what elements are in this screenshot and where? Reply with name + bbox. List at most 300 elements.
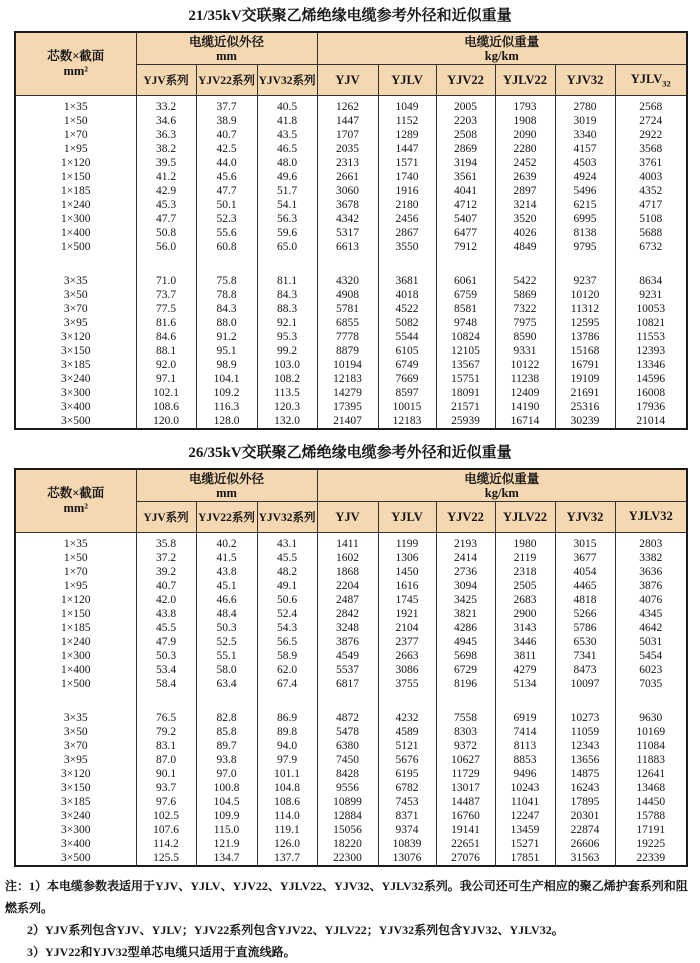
value-cell: 4157 [555,142,615,156]
weight-group-unit: kg/km [484,48,519,63]
value-cell: 1450 [378,565,436,579]
value-cell: 2922 [615,128,687,142]
value-cell: 15271 [495,837,555,851]
value-cell: 21407 [317,414,378,429]
value-cell: 48.0 [257,156,317,170]
spec-cell: 3×150 [15,781,136,795]
value-cell: 1411 [317,533,378,552]
value-cell: 2663 [378,649,436,663]
value-cell: 8371 [378,809,436,823]
value-cell: 6023 [615,663,687,677]
value-cell: 10194 [317,358,378,372]
value-cell: 63.4 [196,677,257,691]
value-cell: 94.0 [257,739,317,753]
value-cell: 1616 [378,579,436,593]
value-cell: 26606 [555,837,615,851]
header-col-yjv: YJV [317,65,378,96]
spec-unit: mm² [63,64,89,78]
value-cell: 44.0 [196,156,257,170]
value-cell: 101.1 [257,767,317,781]
value-cell: 37.7 [196,96,257,115]
value-cell: 5544 [378,330,436,344]
header-diameter-group [136,32,317,65]
spec-cell: 1×95 [15,142,136,156]
table2-body [15,533,687,867]
value-cell: 3248 [317,621,378,635]
table-row [15,533,687,552]
spec-unit: mm² [63,501,89,515]
value-cell: 6530 [555,635,615,649]
value-cell: 5082 [378,316,436,330]
header-col-yjv-series: YJV系列 [136,502,196,533]
value-cell: 73.7 [136,288,196,302]
value-cell: 3876 [317,635,378,649]
value-cell: 7035 [615,677,687,691]
spec-cell: 1×50 [15,551,136,565]
value-cell: 2377 [378,635,436,649]
header-col-yjv22-series: YJV22系列 [196,65,257,96]
value-cell: 22874 [555,823,615,837]
value-cell: 1447 [378,142,436,156]
value-cell: 56.5 [257,635,317,649]
table-row [15,823,687,837]
cable-table-21-35kv [14,31,688,430]
value-cell: 8428 [317,767,378,781]
value-cell: 126.0 [257,837,317,851]
value-cell: 5407 [436,212,495,226]
value-cell: 4849 [495,240,555,254]
value-cell: 12393 [615,344,687,358]
table-row [15,240,687,254]
table-row [15,551,687,565]
value-cell: 2104 [378,621,436,635]
value-cell: 2035 [317,142,378,156]
value-cell: 3446 [495,635,555,649]
value-cell: 119.1 [257,823,317,837]
value-cell: 6817 [317,677,378,691]
spec-cell: 3×400 [15,837,136,851]
value-cell: 41.5 [196,551,257,565]
value-cell: 83.1 [136,739,196,753]
value-cell: 5688 [615,226,687,240]
spec-cell: 1×70 [15,128,136,142]
table-row [15,170,687,184]
value-cell: 104.5 [196,795,257,809]
table-row [15,809,687,823]
table-row [15,795,687,809]
value-cell: 78.8 [196,288,257,302]
value-cell: 92.1 [257,316,317,330]
gap-cell [436,691,495,711]
value-cell: 9374 [378,823,436,837]
value-cell: 58.0 [196,663,257,677]
value-cell: 2193 [436,533,495,552]
value-cell: 31563 [555,851,615,866]
value-cell: 10839 [378,837,436,851]
value-cell: 107.6 [136,823,196,837]
value-cell: 3681 [378,274,436,288]
table-row [15,302,687,316]
spec-cell: 1×185 [15,184,136,198]
value-cell: 5031 [615,635,687,649]
value-cell: 27076 [436,851,495,866]
value-cell: 2313 [317,156,378,170]
value-cell: 51.7 [257,184,317,198]
table-row [15,663,687,677]
value-cell: 7450 [317,753,378,767]
value-cell: 114.2 [136,837,196,851]
table-row [15,635,687,649]
value-cell: 2869 [436,142,495,156]
value-cell: 5786 [555,621,615,635]
value-cell: 5317 [317,226,378,240]
value-cell: 21691 [555,386,615,400]
value-cell: 6380 [317,739,378,753]
value-cell: 65.0 [257,240,317,254]
value-cell: 2090 [495,128,555,142]
gap-cell [615,691,687,711]
value-cell: 2318 [495,565,555,579]
value-cell: 14596 [615,372,687,386]
yjlv32-subscript: 32 [662,78,671,89]
table-row [15,184,687,198]
value-cell: 1571 [378,156,436,170]
table-row [15,142,687,156]
value-cell: 39.2 [136,565,196,579]
value-cell: 128.0 [196,414,257,429]
value-cell: 134.7 [196,851,257,866]
value-cell: 21014 [615,414,687,429]
value-cell: 132.0 [257,414,317,429]
spec-cell: 3×70 [15,739,136,753]
gap-cell [15,254,136,274]
value-cell: 4908 [317,288,378,302]
value-cell: 11553 [615,330,687,344]
value-cell: 12343 [555,739,615,753]
value-cell: 5422 [495,274,555,288]
table-row [15,344,687,358]
value-cell: 88.0 [196,316,257,330]
value-cell: 12409 [495,386,555,400]
value-cell: 95.3 [257,330,317,344]
spec-cell: 1×35 [15,533,136,552]
value-cell: 34.6 [136,114,196,128]
value-cell: 120.0 [136,414,196,429]
value-cell: 4041 [436,184,495,198]
value-cell: 46.5 [257,142,317,156]
value-cell: 1921 [378,607,436,621]
value-cell: 50.3 [196,621,257,635]
value-cell: 3811 [495,649,555,663]
gap-cell [196,691,257,711]
spec-cell: 3×50 [15,725,136,739]
table-row [15,358,687,372]
value-cell: 13346 [615,358,687,372]
value-cell: 1793 [495,96,555,115]
table-row [15,739,687,753]
value-cell: 11041 [495,795,555,809]
value-cell: 3761 [615,156,687,170]
value-cell: 3194 [436,156,495,170]
value-cell: 14190 [495,400,555,414]
value-cell: 50.1 [196,198,257,212]
header-diameter-group [136,469,317,502]
value-cell: 19109 [555,372,615,386]
value-cell: 49.6 [257,170,317,184]
value-cell: 20301 [555,809,615,823]
value-cell: 10243 [495,781,555,795]
value-cell: 4018 [378,288,436,302]
value-cell: 87.0 [136,753,196,767]
value-cell: 56.3 [257,212,317,226]
value-cell: 4232 [378,711,436,725]
value-cell: 81.1 [257,274,317,288]
value-cell: 84.6 [136,330,196,344]
value-cell: 5454 [615,649,687,663]
value-cell: 48.2 [257,565,317,579]
value-cell: 5781 [317,302,378,316]
spec-cell: 3×300 [15,823,136,837]
value-cell: 9630 [615,711,687,725]
spec-cell: 1×185 [15,621,136,635]
value-cell: 22300 [317,851,378,866]
diameter-group-unit: mm [216,485,237,500]
value-cell: 10899 [317,795,378,809]
value-cell: 10120 [555,288,615,302]
value-cell: 5108 [615,212,687,226]
header-col-yjv22: YJV22 [436,502,495,533]
spec-cell: 1×70 [15,565,136,579]
value-cell: 3677 [555,551,615,565]
value-cell: 12884 [317,809,378,823]
value-cell: 115.0 [196,823,257,837]
value-cell: 2487 [317,593,378,607]
value-cell: 113.5 [257,386,317,400]
value-cell: 9496 [495,767,555,781]
value-cell: 22651 [436,837,495,851]
value-cell: 4054 [555,565,615,579]
value-cell: 13017 [436,781,495,795]
value-cell: 14875 [555,767,615,781]
value-cell: 3561 [436,170,495,184]
table-row [15,274,687,288]
table-row [15,288,687,302]
value-cell: 2204 [317,579,378,593]
value-cell: 137.7 [257,851,317,866]
value-cell: 1306 [378,551,436,565]
value-cell: 10097 [555,677,615,691]
value-cell: 45.5 [136,621,196,635]
value-cell: 13567 [436,358,495,372]
value-cell: 13459 [495,823,555,837]
header-spec-cell [15,32,136,96]
value-cell: 2724 [615,114,687,128]
value-cell: 67.4 [257,677,317,691]
note-line-1: 注：1）本电缆参数表适用于YJV、YJLV、YJV22、YJLV22、YJV32、YJLV32系列。我公司还可生产相应的聚乙烯护套系列和阻燃系列。 [5,879,688,915]
value-cell: 7975 [495,316,555,330]
spec-cell: 1×500 [15,677,136,691]
value-cell: 3086 [378,663,436,677]
value-cell: 2736 [436,565,495,579]
value-cell: 84.3 [257,288,317,302]
value-cell: 8879 [317,344,378,358]
value-cell: 13076 [378,851,436,866]
spec-cell: 3×240 [15,372,136,386]
value-cell: 84.3 [196,302,257,316]
value-cell: 16760 [436,809,495,823]
value-cell: 35.8 [136,533,196,552]
spec-cell: 1×120 [15,593,136,607]
value-cell: 4026 [495,226,555,240]
value-cell: 14450 [615,795,687,809]
value-cell: 5266 [555,607,615,621]
value-cell: 6749 [378,358,436,372]
value-cell: 40.7 [136,579,196,593]
value-cell: 89.8 [257,725,317,739]
value-cell: 99.2 [257,344,317,358]
header-col-yjv: YJV [317,502,378,533]
value-cell: 4076 [615,593,687,607]
value-cell: 102.1 [136,386,196,400]
value-cell: 9795 [555,240,615,254]
table-row [15,621,687,635]
value-cell: 97.6 [136,795,196,809]
value-cell: 17895 [555,795,615,809]
value-cell: 37.2 [136,551,196,565]
table-row [15,414,687,429]
table-row [15,226,687,240]
table1-title: 21/35kV交联聚乙烯绝缘电缆参考外径和近似重量 [188,8,512,24]
value-cell: 7322 [495,302,555,316]
spec-cell: 3×150 [15,344,136,358]
value-cell: 43.1 [257,533,317,552]
value-cell: 4549 [317,649,378,663]
value-cell: 2280 [495,142,555,156]
value-cell: 38.2 [136,142,196,156]
value-cell: 49.1 [257,579,317,593]
value-cell: 39.5 [136,156,196,170]
value-cell: 1908 [495,114,555,128]
header-weight-group [317,32,687,65]
value-cell: 2803 [615,533,687,552]
value-cell: 1602 [317,551,378,565]
value-cell: 6215 [555,198,615,212]
value-cell: 3568 [615,142,687,156]
table-row [15,316,687,330]
value-cell: 10627 [436,753,495,767]
table-row [15,837,687,851]
value-cell: 4342 [317,212,378,226]
diameter-group-title: 电缆近似外径 [189,34,265,49]
header-col-yjv32-series: YJV32系列 [257,65,317,96]
value-cell: 1916 [378,184,436,198]
value-cell: 25316 [555,400,615,414]
header-weight-group [317,469,687,502]
value-cell: 58.9 [257,649,317,663]
header-col-yjlv: YJLV [378,502,436,533]
spec-cell: 3×120 [15,767,136,781]
spec-cell: 3×300 [15,386,136,400]
value-cell: 7669 [378,372,436,386]
value-cell: 5496 [555,184,615,198]
table-row [15,128,687,142]
value-cell: 4642 [615,621,687,635]
value-cell: 4818 [555,593,615,607]
gap-cell [495,691,555,711]
gap-cell [555,254,615,274]
value-cell: 16714 [495,414,555,429]
note-line-2: 2）YJV系列包含YJV、YJLV；YJV22系列包含YJV22、YJLV22；YJV32系列包含YJV32、YJLV32。 [27,923,564,937]
value-cell: 11729 [436,767,495,781]
value-cell: 89.7 [196,739,257,753]
value-cell: 10821 [615,316,687,330]
value-cell: 12183 [317,372,378,386]
value-cell: 50.3 [136,649,196,663]
value-cell: 2900 [495,607,555,621]
value-cell: 54.1 [257,198,317,212]
header-col-yjlv32: YJLV32 [615,502,687,533]
spec-cell: 3×35 [15,274,136,288]
value-cell: 4003 [615,170,687,184]
table-row [15,212,687,226]
value-cell: 93.7 [136,781,196,795]
table-row [15,851,687,866]
spec-cell: 3×185 [15,795,136,809]
value-cell: 3425 [436,593,495,607]
value-cell: 104.8 [257,781,317,795]
table-row [15,114,687,128]
spec-cell: 1×35 [15,96,136,115]
value-cell: 2780 [555,96,615,115]
table-row [15,649,687,663]
header-col-yjv32-series: YJV32系列 [257,502,317,533]
value-cell: 19141 [436,823,495,837]
value-cell: 41.2 [136,170,196,184]
value-cell: 55.6 [196,226,257,240]
value-cell: 8581 [436,302,495,316]
spec-cell: 1×240 [15,635,136,649]
value-cell: 45.6 [196,170,257,184]
value-cell: 81.6 [136,316,196,330]
value-cell: 11059 [555,725,615,739]
table2-title: 26/35kV交联聚乙烯绝缘电缆参考外径和近似重量 [188,445,512,461]
table-row [15,711,687,725]
value-cell: 56.0 [136,240,196,254]
table1-body [15,96,687,430]
value-cell: 93.8 [196,753,257,767]
value-cell: 11883 [615,753,687,767]
value-cell: 3340 [555,128,615,142]
value-cell: 7453 [378,795,436,809]
gap-cell [615,254,687,274]
value-cell: 42.0 [136,593,196,607]
value-cell: 62.0 [257,663,317,677]
value-cell: 104.1 [196,372,257,386]
value-cell: 2639 [495,170,555,184]
value-cell: 6061 [436,274,495,288]
header-col-yjlv22: YJLV22 [495,502,555,533]
table-row [15,593,687,607]
value-cell: 6919 [495,711,555,725]
value-cell: 3876 [615,579,687,593]
table-row [15,767,687,781]
value-cell: 2005 [436,96,495,115]
value-cell: 38.9 [196,114,257,128]
spec-cell: 3×95 [15,753,136,767]
gap-cell [257,254,317,274]
value-cell: 10273 [555,711,615,725]
value-cell: 53.4 [136,663,196,677]
